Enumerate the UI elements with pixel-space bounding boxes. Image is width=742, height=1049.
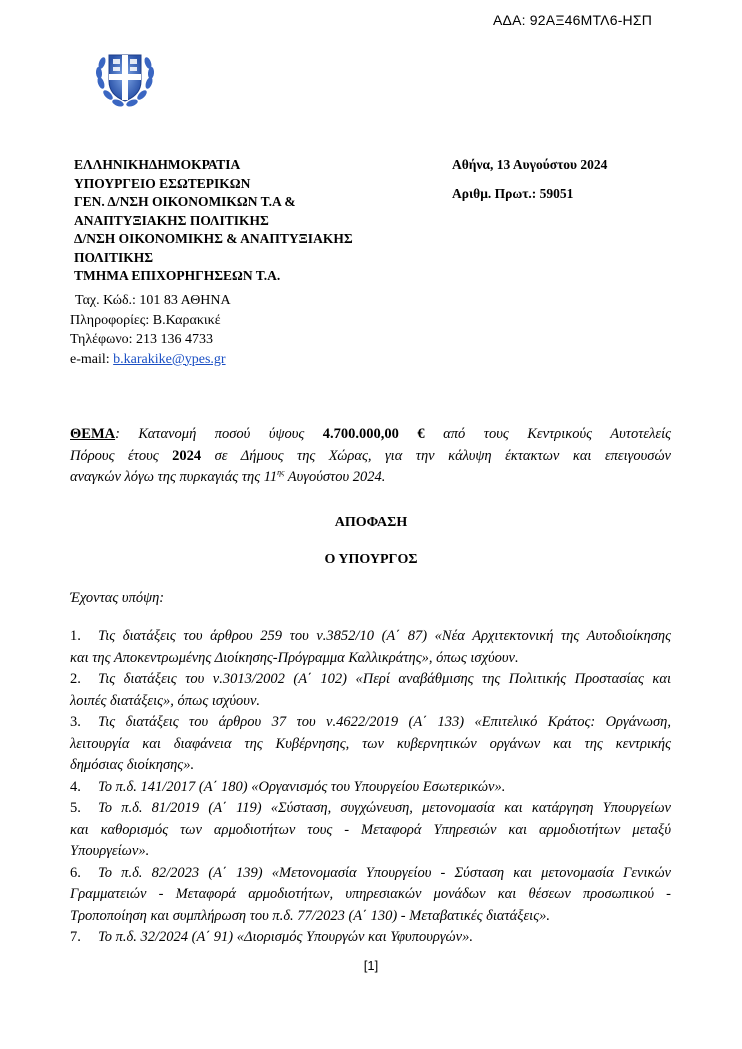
- info-contact: Πληροφορίες: Β.Καρακικέ: [70, 312, 221, 328]
- list-item: [70, 927, 671, 949]
- subject-text: Πόρους έτους: [70, 447, 173, 464]
- item-line: και καθορισμός των αρμοδιοτήτων τους - Μεταφορά Υπηρεσιών και αρμοδιοτήτων μεταξύ: [70, 821, 671, 838]
- item-line: [70, 863, 671, 885]
- item-text: Το π.δ. 82/2023 (Α΄ 139) «Μετονομασία Υπουργείου - Σύσταση και μετονομασία Γενικών: [98, 864, 671, 881]
- list-item: [70, 798, 671, 863]
- item-line: λειτουργία και διαφάνεια της Κυβέρνησης, των κυβερνητικών οργάνων και της κεντρικής: [70, 735, 671, 752]
- considerations-list: [70, 626, 671, 949]
- subject-ordinal: ης: [277, 468, 285, 477]
- item-line: [70, 927, 671, 949]
- item-line: Τροποποίηση και συμπλήρωση του π.δ. 77/2023 (Α΄ 130) - Μεταβατικές διατάξεις».: [70, 907, 550, 924]
- subject-line: [70, 467, 671, 489]
- issuer-line: ΑΝΑΠΤΥΞΙΑΚΗΣ ΠΟΛΙΤΙΚΗΣ: [74, 212, 269, 228]
- email-label: e-mail:: [70, 351, 114, 367]
- subject-line: [70, 424, 671, 446]
- list-item: [70, 863, 671, 928]
- item-number: 4.: [70, 778, 81, 795]
- postal-code: Ταχ. Κώδ.: 101 83 ΑΘΗΝΑ: [75, 293, 231, 308]
- list-item: [70, 626, 671, 669]
- item-number: 1.: [70, 628, 81, 644]
- item-text: Τις διατάξεις του άρθρου 37 του ν.4622/2019 (Α΄ 133) «Επιτελικό Κράτος: Οργάνωση,: [98, 714, 671, 730]
- item-text: Τις διατάξεις του ν.3013/2002 (Α΄ 102) «Περί αναβάθμισης της Πολιτικής Προστασίας και: [98, 671, 671, 687]
- subject-year: 2024: [172, 447, 202, 464]
- issuer-line: ΕΛΛΗΝΙΚΗΔΗΜΟΚΡΑΤΙΑ: [74, 157, 241, 172]
- item-text: Το π.δ. 141/2017 (Α΄ 180) «Οργανισμός του Υπουργείου Εσωτερικών».: [98, 778, 506, 795]
- email-link[interactable]: b.karakike@ypes.gr: [113, 351, 226, 367]
- ada-code: ΑΔΑ: 92ΑΞ46ΜΤΛ6-ΗΣΠ: [493, 12, 653, 28]
- item-line: [70, 798, 671, 820]
- phone-number: Τηλέφωνο: 213 136 4733: [70, 332, 214, 347]
- contact-block: [70, 291, 231, 369]
- issuer-line: ΠΟΛΙΤΙΚΗΣ: [74, 249, 154, 265]
- email-row: [70, 350, 231, 370]
- list-item: [70, 777, 671, 799]
- item-text: Το π.δ. 32/2024 (Α΄ 91) «Διορισμός Υπουργών και Υφυπουργών».: [98, 929, 473, 945]
- issuer-block: [74, 156, 394, 286]
- subject-line: [70, 446, 671, 468]
- item-line: δημόσιας διοίκησης».: [70, 757, 195, 773]
- item-line: [70, 777, 671, 799]
- list-item: [70, 669, 671, 712]
- subject-block: [70, 424, 671, 489]
- item-line: Γραμματειών - Μεταφορά αρμοδιοτήτων, υπηρεσιακών μονάδων και θέσεων προσωπικού -: [70, 886, 671, 902]
- item-number: 5.: [70, 800, 81, 816]
- hellenic-republic-emblem-icon: [91, 43, 159, 111]
- subject-amount: 4.700.000,00 €: [322, 426, 425, 442]
- issuer-line: Δ/ΝΣΗ ΟΙΚΟΝΟΜΙΚΗΣ & ΑΝΑΠΤΥΞΙΑΚΗΣ: [74, 231, 353, 246]
- item-number: 2.: [70, 671, 81, 687]
- date-block: [452, 156, 607, 203]
- subject-text: σε Δήμους της Χώρας, για την κάλυψη έκτακτων και επειγουσών: [201, 447, 671, 464]
- item-line: [70, 626, 671, 648]
- item-line: και της Αποκεντρωμένης Διοίκησης-Πρόγραμμα Καλλικράτης», όπως ισχύουν.: [70, 649, 519, 666]
- item-line: Υπουργείων».: [70, 843, 150, 859]
- list-item: [70, 712, 671, 777]
- issuer-line: ΓΕΝ. Δ/ΝΣΗ ΟΙΚΟΝΟΜΙΚΩΝ Τ.Α &: [74, 194, 296, 209]
- protocol-number: Αριθμ. Πρωτ.: 59051: [452, 185, 574, 201]
- page-number: [1]: [363, 958, 379, 973]
- item-line: [70, 669, 671, 691]
- subject-label: ΘΕΜΑ: [70, 426, 116, 442]
- subject-text: αναγκών λόγω της πυρκαγιάς της 11: [70, 469, 278, 485]
- document-date: Αθήνα, 13 Αυγούστου 2024: [452, 157, 608, 172]
- decision-heading: ΑΠΟΦΑΣΗ: [334, 515, 408, 530]
- subject-text: : Κατανομή ποσού ύψους: [115, 426, 323, 442]
- item-line: [70, 712, 671, 734]
- subject-text: από τους Κεντρικούς Αυτοτελείς: [424, 426, 671, 442]
- issuer-line: ΤΜΗΜΑ ΕΠΙΧΟΡΗΓΗΣΕΩΝ Τ.Α.: [74, 268, 281, 283]
- considering-label: Έχοντας υπόψη:: [70, 590, 165, 606]
- item-number: 7.: [70, 929, 81, 945]
- minister-heading: Ο ΥΠΟΥΡΓΟΣ: [324, 552, 418, 567]
- item-line: λοιπές διατάξεις», όπως ισχύουν.: [70, 692, 261, 709]
- item-number: 3.: [70, 714, 81, 730]
- item-text: Τις διατάξεις του άρθρου 259 του ν.3852/10 (Α΄ 87) «Νέα Αρχιτεκτονική της Αυτοδιοίκησης: [98, 628, 671, 644]
- item-text: Το π.δ. 81/2019 (Α΄ 119) «Σύσταση, συγχώνευση, μετονομασία και κατάργηση Υπουργείων: [98, 800, 671, 816]
- issuer-line: ΥΠΟΥΡΓΕΙΟ ΕΣΩΤΕΡΙΚΩΝ: [74, 175, 251, 191]
- item-number: 6.: [70, 864, 81, 881]
- subject-text: Αυγούστου 2024.: [284, 469, 386, 485]
